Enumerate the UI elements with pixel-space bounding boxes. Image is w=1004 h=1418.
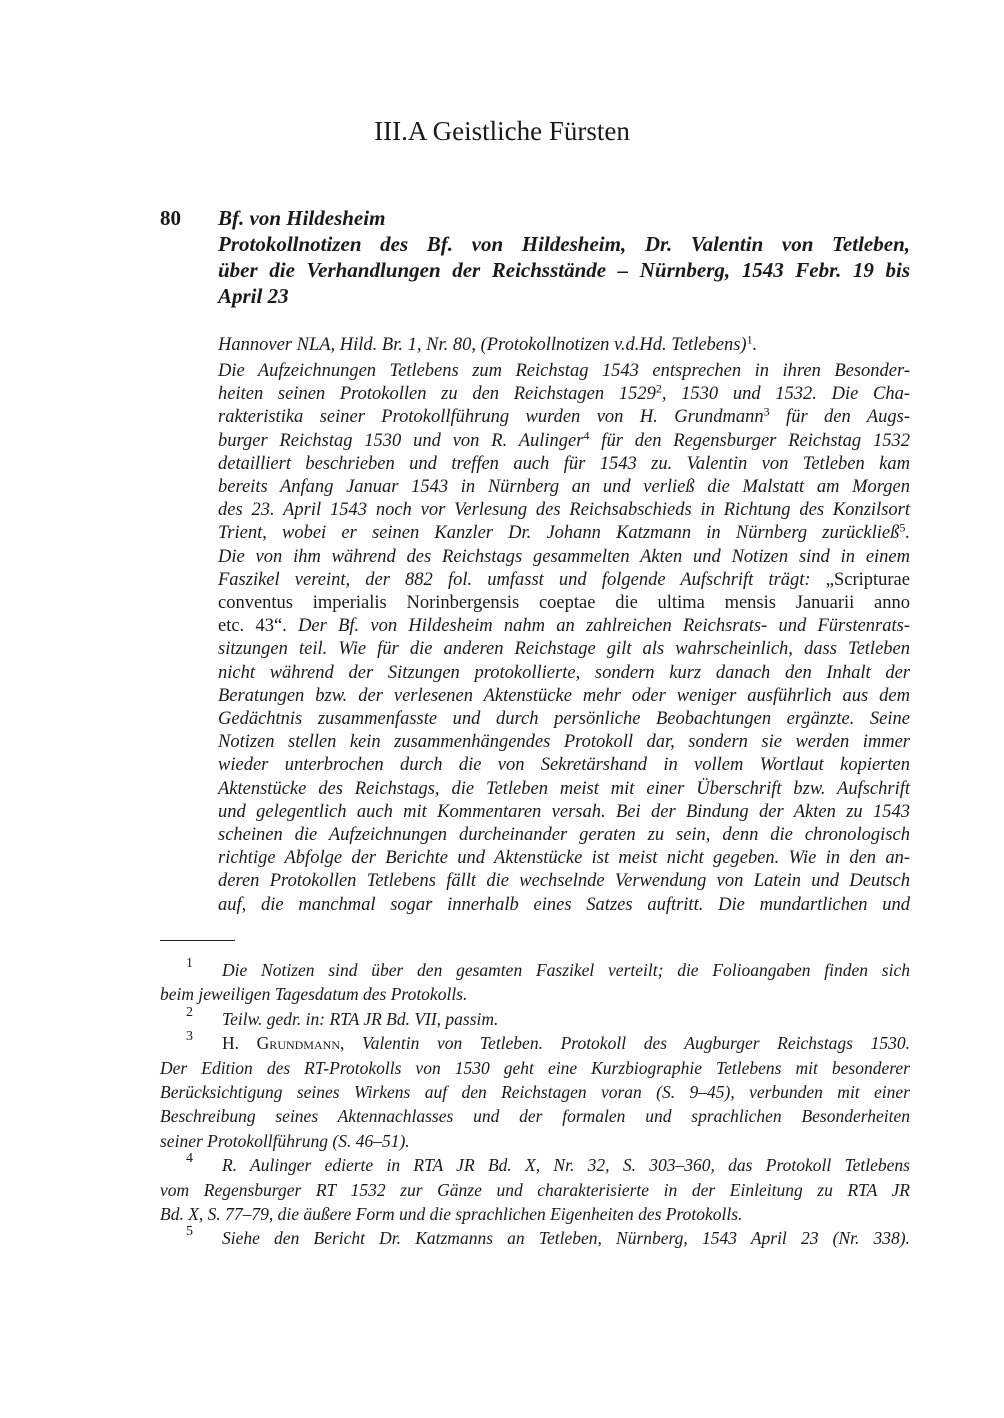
footnote-line <box>160 1203 910 1225</box>
text-segment: seiner Protokollführung (S. 46–51). <box>160 1130 410 1151</box>
text-segment: Notizen stellen kein zusammenhängendes Protokoll dar, sondern sie werden immer <box>218 732 910 753</box>
text-segment: Die Notizen sind über den gesamten Faszikel verteilt; die Folioangaben finden sich <box>222 960 910 980</box>
text-segment: richtige Abfolge der Berichte und Aktenstücke ist meist nicht gegeben. Wie in den an- <box>218 848 910 869</box>
text-segment: Siehe den Bericht Dr. Katzmanns an Tetleben, Nürnberg, 1543 April 23 (Nr. 338). <box>222 1228 910 1249</box>
text-segment: Der Edition des RT-Protokolls von 1530 geht eine Kurzbiographie Tetlebens mit besonderer <box>160 1057 910 1078</box>
heading-line: April 23 <box>218 284 289 308</box>
entry-number: 80 <box>160 206 181 230</box>
body-line <box>218 546 910 568</box>
footnote-number: 3 <box>186 1029 193 1045</box>
body-line <box>218 569 910 591</box>
body-line <box>218 894 910 916</box>
footnote-line <box>160 1179 910 1201</box>
body-line <box>218 360 910 382</box>
text-segment: Der Bf. von Hildesheim nahm an zahlreichen Reichsrats- und Fürstenrats- <box>298 616 910 637</box>
body-line <box>218 685 910 707</box>
body-line <box>218 731 910 753</box>
text-segment: Teilw. gedr. in: RTA JR Bd. VII, passim. <box>222 1008 499 1029</box>
text-segment: Bd. X, S. 77–79, die äußere Form und die sprachlichen Eigenheiten des Protokolls. <box>160 1204 743 1224</box>
text-segment: , <box>339 1033 363 1054</box>
page-title: III.A Geistliche Fürsten <box>374 116 630 146</box>
text-segment: etc. 43“. <box>218 616 299 637</box>
footnote-reference: 1 <box>746 332 753 347</box>
body-line <box>218 383 910 405</box>
footnote-reference: 3 <box>763 404 770 419</box>
text-segment: Valentin von Tetleben. Protokoll des Augburger Reichstags 1530. <box>362 1033 911 1054</box>
body-line <box>218 615 910 637</box>
text-segment: deren Protokollen Tetlebens fällt die wechselnde Verwendung von Latein und Deutsch <box>218 871 910 892</box>
footnote-number: 2 <box>186 1004 193 1020</box>
footnote-reference: 5 <box>899 520 906 535</box>
body-line <box>218 870 910 892</box>
text-segment: Faszikel vereint, der 882 fol. umfasst und folgende Aufschrift trägt: <box>218 569 826 590</box>
body-line <box>218 499 910 521</box>
text-segment: des 23. April 1543 noch vor Verlesung des Reichsabschieds in Richtung des Konzilsort <box>218 500 910 521</box>
text-segment: Die von ihm während des Reichstags gesammelten Akten und Notizen sind in einem <box>218 546 910 567</box>
footnote-rule <box>160 940 235 941</box>
text-segment: scheinen die Aufzeichnungen durcheinander geraten zu sein, denn die chronologisch <box>218 825 910 845</box>
body-line <box>218 708 910 730</box>
footnote-line <box>222 1154 910 1176</box>
footnote-line <box>160 1057 910 1079</box>
text-segment: rakteristika seiner Protokollführung wurden von H. Grundmann <box>218 407 764 428</box>
text-segment: vom Regensburger RT 1532 zur Gänze und charakterisierte in der Einleitung zu RTA JR <box>160 1179 910 1200</box>
footnote-reference: 4 <box>583 427 590 442</box>
body-line <box>218 778 910 800</box>
body-line <box>218 824 910 846</box>
footnote-number: 5 <box>186 1224 193 1240</box>
body-line <box>218 476 910 498</box>
footnote-reference: 2 <box>655 381 662 396</box>
text-segment: Trient, wobei er seinen Kanzler Dr. Johann Katzmann in Nürnberg zurückließ <box>218 523 900 544</box>
text-segment: heiten seinen Protokollen zu den Reichstagen 1529 <box>218 384 656 405</box>
footnote-line <box>160 983 910 1005</box>
footnote-line <box>222 1032 910 1054</box>
text-segment: . <box>752 335 758 355</box>
text-segment: nicht während der Sitzungen protokollierte, sondern kurz danach den Inhalt der <box>218 662 910 683</box>
footnote-number: 4 <box>186 1151 193 1167</box>
body-line <box>218 847 910 869</box>
text-segment: Beratungen bzw. der verlesenen Aktenstücke mehr oder weniger ausführlich aus dem <box>218 685 910 706</box>
footnote-line <box>160 1105 910 1127</box>
text-segment: sitzungen teil. Wie für die anderen Reichstage gilt als wahrscheinlich, dass Tetleben <box>218 639 910 660</box>
heading-line: Bf. von Hildesheim <box>218 206 386 230</box>
text-segment: . <box>905 523 910 544</box>
body-line <box>218 638 910 660</box>
body-line <box>218 662 910 684</box>
footnote-line <box>160 1081 910 1103</box>
body-line <box>218 522 910 544</box>
text-segment: Berücksichtigung seines Wirkens auf den Reichstagen voran (S. 9–45), verbunden mit einer <box>160 1082 910 1102</box>
text-segment: Grundmann <box>256 1033 340 1054</box>
heading-line: über die Verhandlungen der Reichsstände – Nürnberg, 1543 Febr. 19 bis <box>218 258 910 282</box>
text-segment: wieder unterbrochen durch die von Sekretärshand in vollem Wortlaut kopierten <box>218 755 910 776</box>
source-text <box>218 334 910 356</box>
footnote-line <box>222 1008 910 1030</box>
body-line <box>218 427 911 452</box>
footnote-number: 1 <box>186 956 193 971</box>
body-line <box>218 592 910 614</box>
heading-line: Protokollnotizen des Bf. von Hildesheim, Dr. Valentin von Tetleben, <box>218 232 910 256</box>
text-segment: R. Aulinger edierte in RTA JR Bd. X, Nr. 32, S. 303–360, das Protokoll Tetlebens <box>222 1155 910 1176</box>
text-segment: Beschreibung seines Aktennachlasses und der formalen und sprachlichen Besonderheiten <box>160 1106 910 1127</box>
text-segment: detailliert beschrieben und treffen auch für 1543 zu. Valentin von Tetleben kam <box>218 453 910 474</box>
text-segment: Die Aufzeichnungen Tetlebens zum Reichstag 1543 entsprechen in ihren Besonder- <box>218 361 910 381</box>
body-line <box>218 406 910 428</box>
footnote-line <box>222 1227 910 1249</box>
text-segment: Gedächtnis zusammenfasste und durch persönliche Beobachtungen ergänzte. Seine <box>218 709 910 729</box>
text-segment: beim jeweiligen Tagesdatum des Protokolls. <box>160 984 468 1005</box>
text-segment: und gelegentlich auch mit Kommentaren versah. Bei der Bindung der Akten zu 1543 <box>218 801 910 822</box>
text-segment: , 1530 und 1532. Die Cha- <box>661 384 910 405</box>
text-segment: burger Reichstag 1530 und von R. Aulinger <box>218 430 584 451</box>
footnote-line <box>222 959 910 981</box>
text-segment: Hannover NLA, Hild. Br. 1, Nr. 80, (Protokollnotizen v.d.Hd. Tetlebens) <box>218 335 747 355</box>
text-segment: bereits Anfang Januar 1543 in Nürnberg an und verließ die Malstatt am Morgen <box>218 477 910 497</box>
footnote-line <box>160 1130 910 1152</box>
text-segment: für den Augs- <box>769 407 910 428</box>
text-segment: Aktenstücke des Reichstags, die Tetleben meist mit einer Überschrift bzw. Aufschrift <box>218 778 910 799</box>
body-line <box>218 801 910 823</box>
text-segment: auf, die manchmal sogar innerhalb eines Satzes auftritt. Die mundartlichen und <box>218 894 910 915</box>
text-segment: für den Regensburger Reichstag 1532 <box>589 430 911 451</box>
text-segment: „Scripturae <box>825 569 910 590</box>
body-line <box>218 754 910 776</box>
text-segment: conventus imperialis Norinbergensis coeptae die ultima mensis Januarii anno <box>218 593 910 613</box>
body-line <box>218 453 910 475</box>
text-segment: H. <box>222 1033 257 1054</box>
